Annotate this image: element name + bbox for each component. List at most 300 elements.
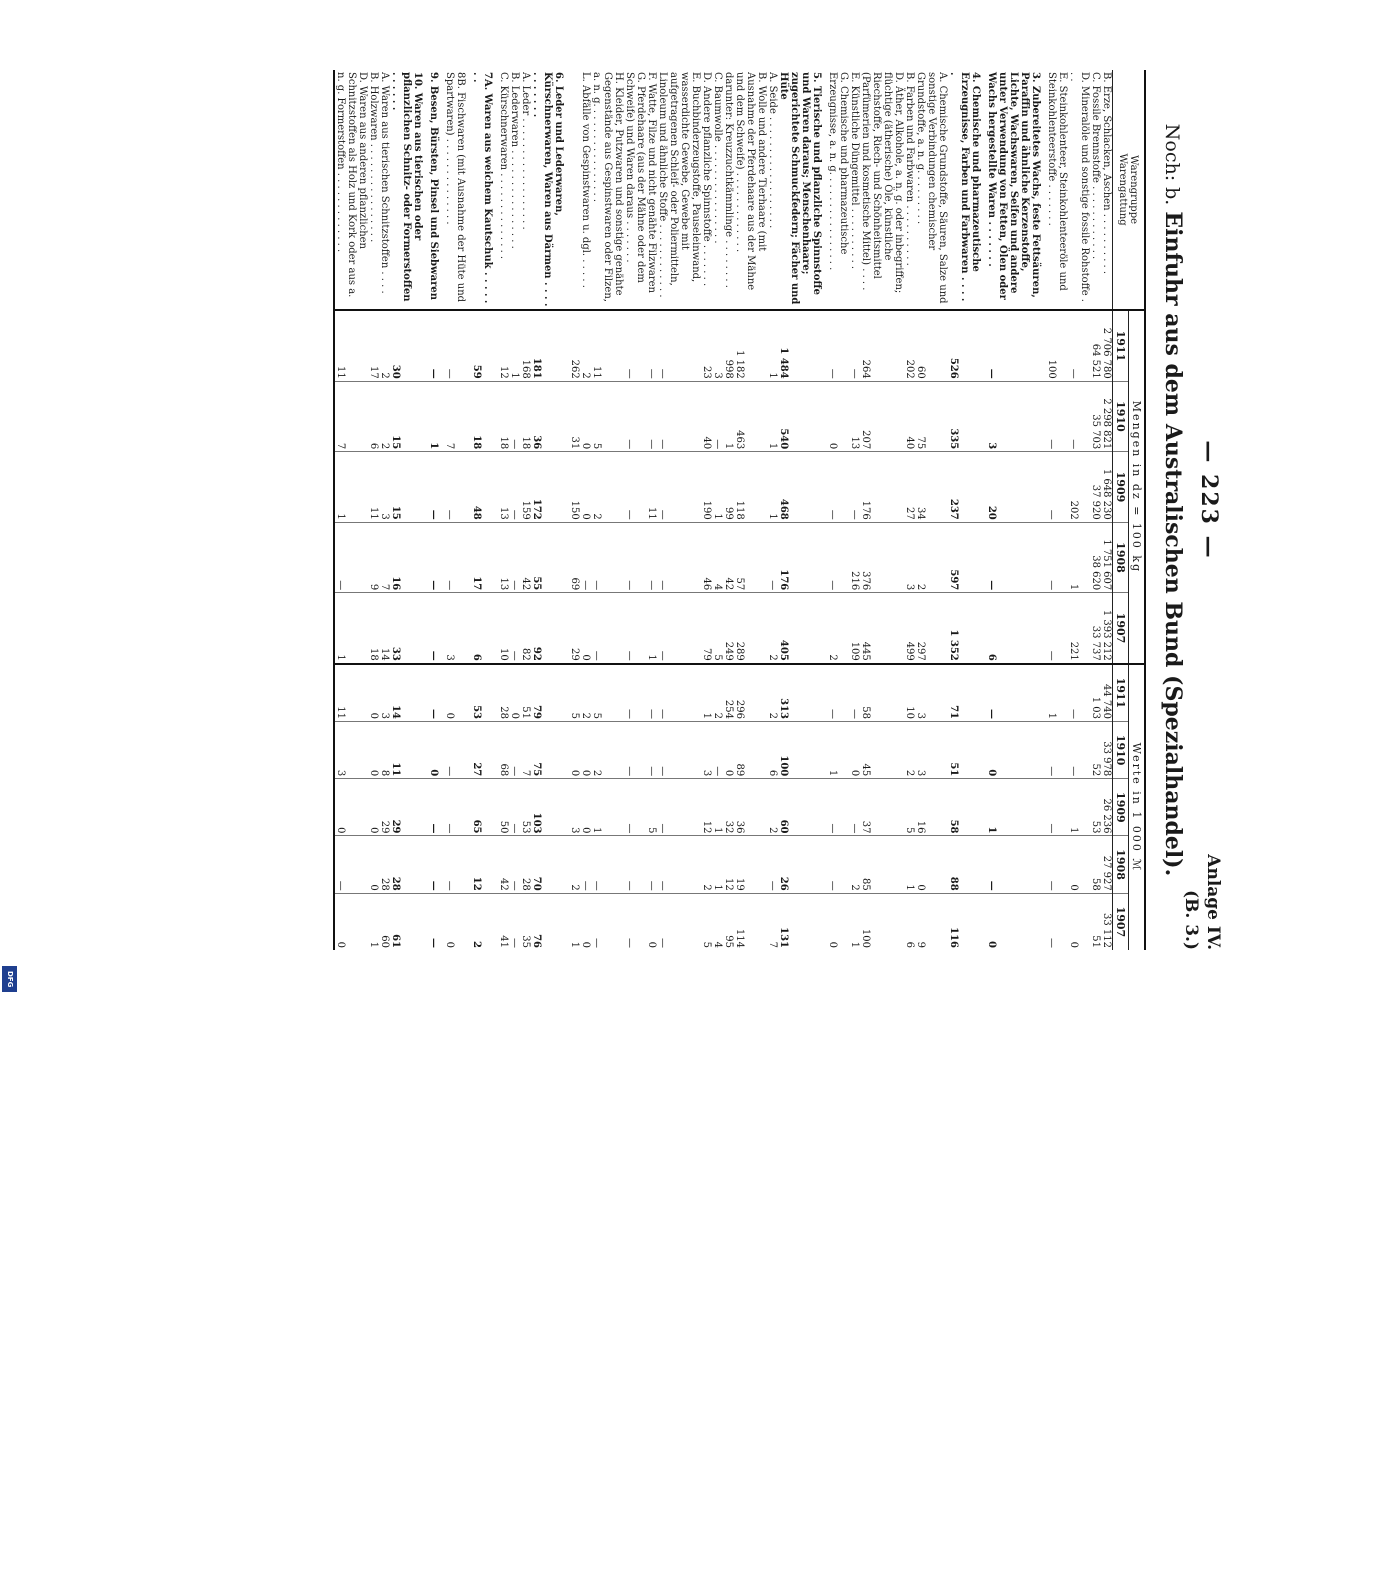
value-cell: 2	[849, 836, 860, 893]
row-label: 4. Chemische und pharmazeutische Erzeugnisse, Farben und Farbwaren . . . . .	[948, 70, 986, 310]
table-row	[591, 70, 624, 950]
value-cell: —	[827, 836, 849, 893]
quantity-cell: 3	[986, 381, 1046, 452]
quantity-cell: —	[827, 452, 849, 523]
table-row	[849, 70, 860, 950]
table-row	[444, 70, 471, 950]
value-cell: —	[657, 779, 701, 836]
value-cell: 61	[390, 934, 401, 948]
quantity-cell: 7	[334, 381, 368, 452]
quantity-cell: 42	[723, 522, 734, 593]
table-row	[657, 70, 701, 950]
row-label: 10. Waren aus tierischen oder pflanzlichen Schnitz- oder Formerstoffen . . . . . .	[390, 70, 428, 310]
value-cell: 3	[379, 664, 390, 722]
table-row	[712, 70, 723, 950]
quantity-cell: —	[827, 310, 849, 381]
table-row	[734, 70, 767, 950]
value-cell: 44 740	[1101, 664, 1113, 722]
row-label: D. Waren aus anderen pflanzlichen Schnitzstoffen als Holz und Kork oder aus a. n. g. Formerstoffen . . . . . . . . . . . . .	[334, 70, 368, 310]
value-cell: 26	[778, 836, 827, 893]
value-cell: 2	[569, 836, 580, 893]
value-cell: 65	[471, 779, 498, 836]
value-cell: —	[624, 664, 646, 722]
quantity-cell: 237	[948, 452, 986, 523]
value-cell: 53	[520, 779, 531, 836]
quantity-cell: —	[591, 593, 624, 664]
table-row	[509, 70, 520, 950]
quantity-cell: 0	[580, 593, 591, 664]
value-cell: 5	[701, 941, 712, 948]
quantity-cell: 1	[767, 452, 778, 523]
value-cell: 1	[701, 664, 712, 722]
value-cell: 1	[591, 779, 624, 836]
value-cell: 6	[767, 722, 778, 779]
table-row	[646, 70, 657, 950]
quantity-cell: 1	[509, 310, 520, 381]
quantity-cell: —	[428, 522, 444, 593]
appendix-title: Anlage IV.	[1203, 854, 1223, 950]
value-cell: 1	[904, 836, 915, 893]
value-cell: 12	[723, 836, 734, 893]
value-cell: 2	[580, 664, 591, 722]
value-cell: 7	[520, 722, 531, 779]
quantity-cell: 23	[701, 310, 712, 381]
value-cell: 45	[860, 722, 904, 779]
page-title	[1160, 30, 1186, 970]
value-cell: 2	[767, 779, 778, 836]
import-statistics-table	[333, 70, 1146, 950]
year-header: 1910	[1113, 381, 1129, 452]
value-cell: 0	[580, 941, 591, 948]
value-cell: 1 03	[1090, 664, 1101, 722]
year-header: 1909	[1113, 452, 1129, 523]
value-cell: 254	[723, 664, 734, 722]
row-label: 8B. Fischwaren (mit Ausnahme der Hüte und Spartwaren) . . . . . . . . . . . . . .	[444, 70, 471, 310]
row-label	[569, 70, 580, 310]
row-label: L. Abfälle von Gespinstwaren u. dgl. . . . . .	[580, 70, 591, 310]
table-row	[767, 70, 778, 950]
quantity-cell: —	[1046, 593, 1068, 664]
value-cell: —	[624, 779, 646, 836]
table-row	[368, 70, 379, 950]
quantity-cell: 5	[591, 381, 624, 452]
value-cell: —	[509, 722, 520, 779]
row-label: darunter: Kreuzzuchtkämmlinge . . . . . . . .	[723, 70, 734, 310]
quantity-cell: 1	[767, 381, 778, 452]
quantity-cell: —	[1046, 452, 1068, 523]
quantity-cell: 17	[368, 310, 379, 381]
quantity-cell: —	[1046, 381, 1068, 452]
quantity-cell: 6	[471, 593, 498, 664]
quantity-cell: 190	[701, 452, 712, 523]
quantity-cell: 4	[712, 522, 723, 593]
year-header: 1908	[1113, 522, 1129, 593]
quantity-cell: 11	[368, 452, 379, 523]
quantity-cell: 202	[904, 310, 915, 381]
quantity-cell: 297	[915, 593, 948, 664]
title-main: Einfuhr aus dem Australischen Bund (Spezialhandel).	[1160, 211, 1186, 877]
quantity-cell: —	[428, 310, 444, 381]
quantity-cell: 55	[531, 522, 569, 593]
quantity-cell: 14	[379, 593, 390, 664]
quantity-cell: 38 620	[1090, 522, 1101, 593]
quantity-cell: 264	[860, 310, 904, 381]
value-cell: 131	[778, 927, 789, 948]
value-cell: 37	[860, 779, 904, 836]
quantity-cell: 1	[767, 310, 778, 381]
value-cell: —	[591, 938, 602, 948]
quantity-cell: —	[849, 452, 860, 523]
value-cell: —	[827, 664, 849, 722]
value-cell: —	[646, 836, 657, 893]
table-row	[624, 70, 646, 950]
value-cell: 1	[1068, 779, 1090, 836]
quantity-cell: —	[444, 452, 471, 523]
value-cell: 0	[986, 722, 1046, 779]
quantity-cell: 262	[569, 310, 580, 381]
value-cell: —	[509, 779, 520, 836]
value-cell: —	[1046, 722, 1068, 779]
table-row	[569, 70, 580, 950]
row-label: B. Erze, Schlacken, Aschen . . . . . . . . . .	[1101, 70, 1113, 310]
value-cell: 51	[1090, 935, 1101, 948]
quantity-cell: 17	[471, 522, 498, 593]
header-werte: Werte in 1 000 ℳ	[1129, 664, 1146, 950]
value-cell: 70	[531, 836, 569, 893]
quantity-cell: —	[712, 381, 723, 452]
table-row	[904, 70, 915, 950]
value-cell: 60	[778, 779, 827, 836]
value-cell: —	[509, 836, 520, 893]
quantity-cell: 2 298 821	[1101, 381, 1113, 452]
header-sublabel: Warengattung	[1117, 153, 1129, 226]
table-row	[520, 70, 531, 950]
dfg-logo: DFG	[2, 966, 17, 992]
value-cell: 12	[471, 836, 498, 893]
quantity-cell: 168	[520, 310, 531, 381]
value-cell: 50	[498, 779, 509, 836]
quantity-cell: —	[334, 522, 368, 593]
table-row	[428, 70, 444, 950]
quantity-cell: 1	[334, 593, 368, 664]
value-cell: —	[657, 836, 701, 893]
value-cell: 58	[1090, 836, 1101, 893]
quantity-cell: 2	[915, 522, 948, 593]
value-cell: 0	[723, 722, 734, 779]
value-cell: 0	[334, 893, 368, 950]
quantity-cell: 335	[948, 381, 986, 452]
quantity-cell: 463	[734, 381, 767, 452]
table-row	[531, 70, 569, 950]
value-cell: —	[624, 938, 635, 948]
quantity-cell: 9	[368, 522, 379, 593]
value-cell: 0	[509, 664, 520, 722]
value-cell: 2	[767, 664, 778, 722]
quantity-cell: 176	[778, 522, 827, 593]
quantity-cell: 30	[390, 310, 428, 381]
year-header: 1907	[1113, 593, 1129, 664]
value-cell: 29	[379, 779, 390, 836]
value-cell: —	[444, 836, 471, 893]
header-warengruppe	[1113, 70, 1146, 310]
value-cell: —	[657, 722, 701, 779]
value-cell: 0	[646, 941, 657, 948]
value-cell: 28	[520, 836, 531, 893]
value-cell: 0	[827, 941, 838, 948]
quantity-cell: 31	[569, 381, 580, 452]
table-row	[948, 70, 986, 950]
row-label: A. Leder . . . . . . . . . . . . . . . . . .	[520, 70, 531, 310]
quantity-cell: 12	[498, 310, 509, 381]
value-cell: 0	[428, 722, 444, 779]
quantity-cell: 2	[379, 381, 390, 452]
quantity-cell: —	[657, 593, 701, 664]
table-row	[986, 70, 1046, 950]
row-label: E. Steinkohlenteer, Steinkohlenteeröle und Steinkohlenteerstoffe . . . . . . .	[1046, 70, 1068, 310]
value-cell: 0	[368, 722, 379, 779]
quantity-cell: 0	[580, 381, 591, 452]
value-cell: 27	[471, 722, 498, 779]
quantity-cell: —	[509, 452, 520, 523]
table-body	[334, 70, 1113, 950]
quantity-cell: 1	[723, 381, 734, 452]
value-cell: 0	[580, 722, 591, 779]
value-cell: 0	[986, 941, 997, 948]
value-cell: 68	[498, 722, 509, 779]
quantity-cell: 2	[580, 310, 591, 381]
quantity-cell: 998	[723, 310, 734, 381]
row-label: B. Holzwaren . . . . . . . . . . . . . . . .	[368, 70, 379, 310]
row-label: 6. Leder und Lederwaren, Kürschnerwaren, Waren aus Därmen . . . . . . . . . . .	[531, 70, 569, 310]
value-cell: —	[624, 836, 646, 893]
quantity-cell: —	[624, 522, 646, 593]
quantity-cell: 2	[379, 310, 390, 381]
value-cell: 0	[580, 779, 591, 836]
quantity-cell: —	[1068, 310, 1090, 381]
quantity-cell: 36	[531, 381, 569, 452]
quantity-cell: 42	[520, 522, 531, 593]
quantity-cell: 59	[471, 310, 498, 381]
quantity-cell: 0	[580, 452, 591, 523]
value-cell: 0	[569, 722, 580, 779]
value-cell: 14	[390, 664, 428, 722]
value-cell: 16	[915, 779, 948, 836]
quantity-cell: 48	[471, 452, 498, 523]
quantity-cell: 57	[734, 522, 767, 593]
table-row	[334, 70, 368, 950]
row-label: 7A. Waren aus weichem Kautschuk . . . . . . .	[471, 70, 498, 310]
value-cell: 36	[734, 779, 767, 836]
value-cell: 29	[390, 779, 428, 836]
quantity-cell: —	[646, 381, 657, 452]
value-cell: 2	[701, 836, 712, 893]
quantity-cell: 540	[778, 381, 827, 452]
value-cell: 5	[569, 664, 580, 722]
table-row	[1068, 70, 1090, 950]
value-cell: 19	[734, 836, 767, 893]
row-label: B. Farben und Farbwaren . . . . . . . . . .	[904, 70, 915, 310]
value-cell: 10	[904, 664, 915, 722]
value-cell: 89	[734, 722, 767, 779]
quantity-cell: —	[580, 522, 591, 593]
value-cell: 3	[701, 722, 712, 779]
table-row	[471, 70, 498, 950]
quantity-cell: 18	[368, 593, 379, 664]
value-cell: 100	[778, 722, 827, 779]
quantity-cell: —	[646, 310, 657, 381]
quantity-cell: 1	[712, 452, 723, 523]
quantity-cell: 13	[849, 381, 860, 452]
quantity-cell: —	[624, 310, 646, 381]
quantity-cell: 10	[498, 593, 509, 664]
quantity-cell: —	[657, 452, 701, 523]
value-cell: 41	[498, 935, 509, 948]
value-cell: —	[646, 722, 657, 779]
quantity-cell: 499	[904, 593, 915, 664]
value-cell: 4	[712, 941, 723, 948]
quantity-cell: 207	[860, 381, 904, 452]
quantity-cell: 1 182	[734, 310, 767, 381]
quantity-cell: —	[646, 522, 657, 593]
value-cell: 0	[915, 836, 948, 893]
row-label: C. Kürschnerwaren . . . . . . . . . . . . . .	[498, 70, 509, 310]
header-label: Warengruppe	[1128, 155, 1140, 225]
table-row	[390, 70, 428, 950]
value-cell: 75	[531, 722, 569, 779]
value-cell: 114	[734, 928, 745, 948]
value-cell: 33 978	[1101, 722, 1113, 779]
quantity-cell: —	[767, 522, 778, 593]
quantity-cell: 6	[368, 381, 379, 452]
quantity-cell: 3	[444, 593, 471, 664]
quantity-cell: 405	[778, 593, 827, 664]
quantity-cell: 40	[904, 381, 915, 452]
quantity-cell: 99	[723, 452, 734, 523]
quantity-cell: 176	[860, 452, 904, 523]
quantity-cell: 1	[428, 381, 444, 452]
quantity-cell: —	[849, 310, 860, 381]
quantity-cell: 69	[569, 522, 580, 593]
value-cell: 28	[390, 836, 428, 893]
quantity-cell: 13	[498, 522, 509, 593]
quantity-cell: 18	[520, 381, 531, 452]
value-cell: 0	[368, 836, 379, 893]
quantity-cell: 79	[701, 593, 712, 664]
row-label: 3. Zubereitetes Wachs, feste Fettsäuren, Paraffin und ähnliche Kerzenstoffe, Lichte, Wachswaren, Seifen und andere unter Verwendung von Fetten, Ölen oder Wachs hergestellte Waren . . . . . . .	[986, 70, 1046, 310]
quantity-cell: 118	[734, 452, 767, 523]
quantity-cell: 202	[1068, 452, 1090, 523]
quantity-cell: 216	[849, 522, 860, 593]
footer-text	[0, 610, 3, 1580]
quantity-cell: —	[986, 522, 1046, 593]
value-cell: 0	[444, 941, 455, 948]
quantity-cell: 468	[778, 452, 827, 523]
value-cell: 1	[849, 941, 860, 948]
quantity-cell: —	[1068, 381, 1090, 452]
value-cell: —	[1068, 722, 1090, 779]
quantity-cell: 11	[646, 452, 657, 523]
quantity-cell: 1	[646, 593, 657, 664]
quantity-cell: 0	[827, 381, 849, 452]
value-cell: —	[767, 836, 778, 893]
title-prefix: Noch: b.	[1161, 123, 1183, 206]
quantity-cell: 82	[520, 593, 531, 664]
value-cell: 3	[915, 664, 948, 722]
value-cell: 2	[712, 664, 723, 722]
row-label: B. Wolle und andere Tierhaare (mit Ausnahme der Pferdehaare aus der Mähne und dem Schweife) . . . . . . . . . . . . .	[734, 70, 767, 310]
value-cell: 35	[520, 935, 531, 948]
table-row	[580, 70, 591, 950]
quantity-cell: 37 920	[1090, 452, 1101, 523]
value-cell: 11	[390, 722, 428, 779]
value-cell: 3	[334, 722, 368, 779]
quantity-cell: 13	[498, 452, 509, 523]
value-cell: 0	[1068, 836, 1090, 893]
quantity-cell: —	[624, 452, 646, 523]
value-cell: —	[334, 836, 368, 893]
table-row	[723, 70, 734, 950]
quantity-cell: 75	[915, 381, 948, 452]
value-cell: 12	[701, 779, 712, 836]
quantity-cell: —	[444, 310, 471, 381]
row-label: C. Fossile Brennstoffe . . . . . . . . . . . .	[1090, 70, 1101, 310]
quantity-cell: 526	[948, 310, 986, 381]
value-cell: 100	[860, 928, 871, 948]
value-cell: 8	[379, 722, 390, 779]
value-cell: 296	[734, 664, 767, 722]
scanned-page-wrapper	[88, 30, 1238, 970]
table-row	[915, 70, 948, 950]
quantity-cell: 11	[591, 310, 624, 381]
quantity-cell: 33 737	[1090, 593, 1101, 664]
quantity-cell: 2	[827, 593, 849, 664]
quantity-cell: 3	[904, 522, 915, 593]
value-cell: 11	[334, 664, 368, 722]
quantity-cell: 2	[767, 593, 778, 664]
value-cell: 0	[368, 779, 379, 836]
value-cell: —	[580, 836, 591, 893]
quantity-cell: 1 648 230	[1101, 452, 1113, 523]
quantity-cell: 5	[712, 593, 723, 664]
value-cell: 88	[948, 836, 986, 893]
value-cell: 0	[334, 779, 368, 836]
quantity-cell: 181	[531, 310, 569, 381]
row-label: D. Andere pflanzliche Spinnstoffe . . . . . . .	[701, 70, 712, 310]
quantity-cell: 33	[390, 593, 428, 664]
table-row	[701, 70, 712, 950]
quantity-cell: 2	[591, 452, 624, 523]
value-cell: —	[428, 836, 444, 893]
value-cell: 3	[915, 722, 948, 779]
quantity-cell: 221	[1068, 593, 1090, 664]
header-mengen: Mengen in dz = 100 kg	[1129, 310, 1146, 664]
value-cell: 51	[520, 664, 531, 722]
row-label: E. Buchbinderzeugstoffe, Pauseleinwand, wasserdichte Gewebe, Gewebe mit aufgetragenen Schleif- oder Poliermitteln, Linoleum und ähnliche Stoffe . . . . . . . . . . . .	[657, 70, 701, 310]
value-cell: —	[657, 938, 668, 948]
quantity-cell: —	[986, 310, 1046, 381]
value-cell: 1	[569, 941, 580, 948]
value-cell: —	[1046, 938, 1057, 948]
value-cell: 1	[712, 779, 723, 836]
value-cell: 85	[860, 836, 904, 893]
quantity-cell: 7	[444, 381, 471, 452]
quantity-cell: 376	[860, 522, 904, 593]
value-cell: 3	[569, 779, 580, 836]
value-cell: 6	[904, 941, 915, 948]
value-cell: 76	[531, 934, 542, 948]
value-cell: 1	[1046, 664, 1068, 722]
value-cell: 58	[948, 779, 986, 836]
